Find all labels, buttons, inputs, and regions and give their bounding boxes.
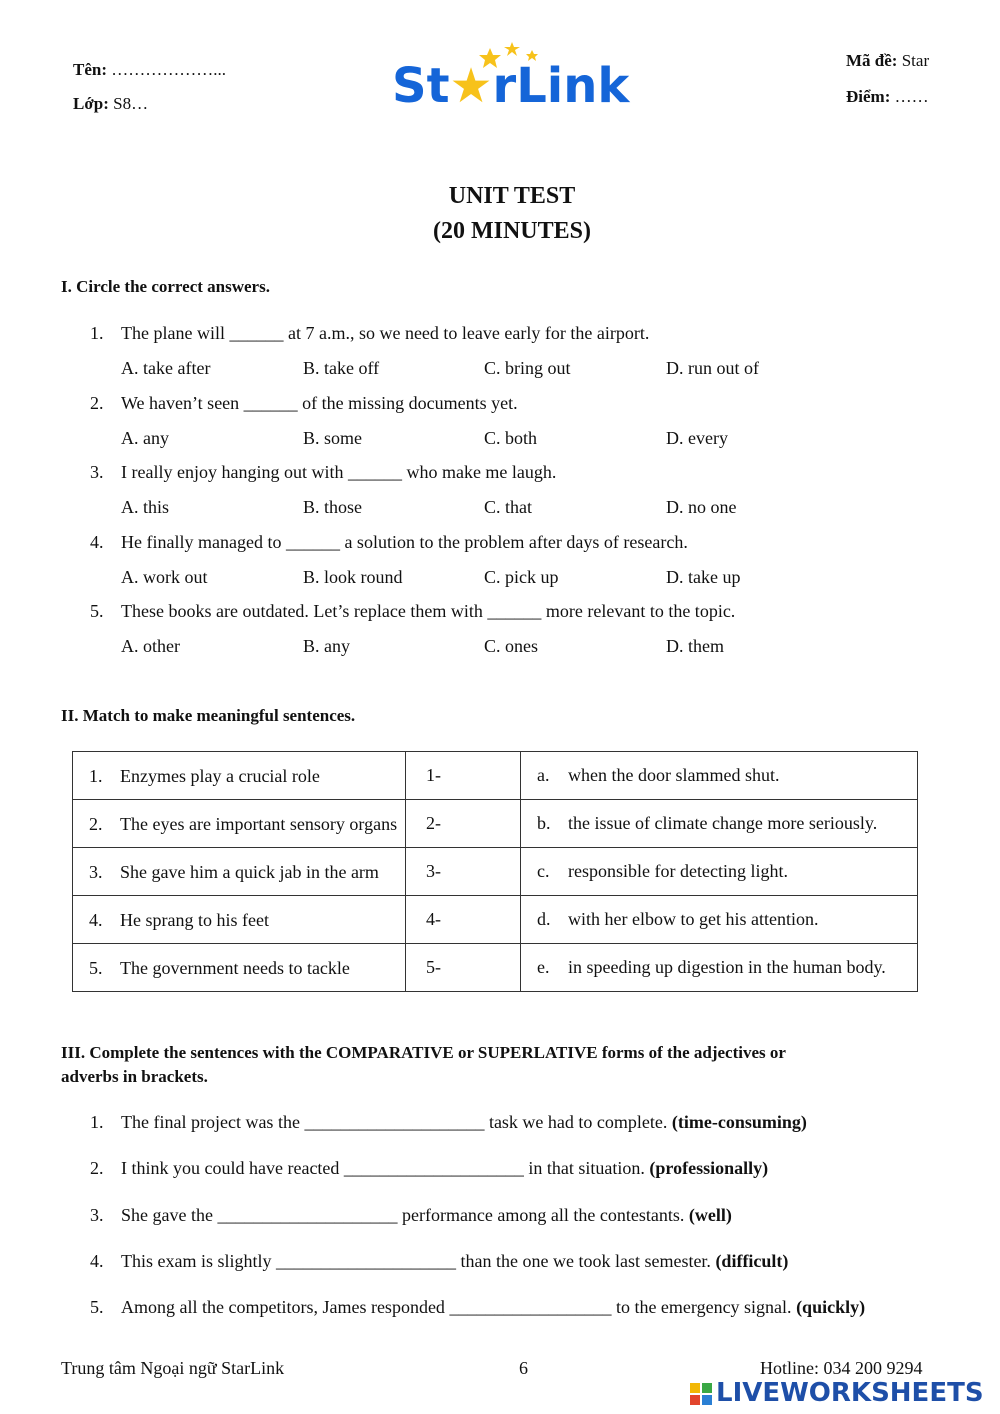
left-text: She gave him a quick jab in the arm xyxy=(120,861,379,882)
right-cell xyxy=(521,800,918,848)
answer-blank[interactable]: 2- xyxy=(406,800,521,848)
score-label: Điểm: xyxy=(846,87,891,106)
name-value: ………………... xyxy=(111,60,226,79)
item-hint: (difficult) xyxy=(715,1251,789,1271)
fill-item-3 xyxy=(90,1205,732,1226)
question-text: He finally managed to ______ a solution to the problem after days of research. xyxy=(121,532,688,552)
row-letter: a. xyxy=(537,765,550,785)
class-value: S8… xyxy=(113,94,149,113)
watermark-text: LIVEWORKSHEETS xyxy=(716,1378,984,1408)
option-b[interactable]: B. look round xyxy=(303,567,403,587)
right-cell xyxy=(521,944,918,992)
table-row xyxy=(73,896,918,944)
right-cell xyxy=(521,896,918,944)
item-blank[interactable]: ____________________ xyxy=(276,1251,456,1271)
class-label: Lớp: xyxy=(73,94,109,113)
question-number: 2. xyxy=(90,393,104,413)
question-4 xyxy=(90,532,688,553)
page-title: UNIT TEST xyxy=(448,183,576,209)
right-text: in speeding up digestion in the human body. xyxy=(568,957,886,977)
right-text: the issue of climate change more seriously. xyxy=(568,813,878,833)
table-row xyxy=(73,944,918,992)
question-3 xyxy=(90,462,556,483)
item-number: 5. xyxy=(90,1297,104,1317)
item-number: 4. xyxy=(90,1251,104,1271)
option-a[interactable]: A. any xyxy=(121,428,169,448)
left-cell xyxy=(73,848,406,896)
question-number: 3. xyxy=(90,462,104,482)
row-number: 1. xyxy=(89,765,103,786)
question-text: I really enjoy hanging out with ______ who make me laugh. xyxy=(121,462,557,482)
option-d[interactable]: D. no one xyxy=(666,497,737,517)
item-blank[interactable]: ____________________ xyxy=(217,1205,398,1225)
fill-item-1 xyxy=(90,1112,807,1133)
item-blank[interactable]: __________________ xyxy=(449,1297,612,1317)
starlink-logo xyxy=(392,40,642,120)
liveworksheets-watermark xyxy=(690,1378,984,1408)
footer-center-name: Trung tâm Ngoại ngữ StarLink xyxy=(61,1358,285,1378)
question-text: The plane will ______ at 7 a.m., so we need to leave early for the airport. xyxy=(121,323,650,343)
option-a[interactable]: A. work out xyxy=(121,567,208,587)
table-row xyxy=(73,848,918,896)
right-cell xyxy=(521,848,918,896)
item-after: than the one we took last semester. xyxy=(460,1251,711,1271)
row-number: 4. xyxy=(89,909,103,930)
fill-item-5 xyxy=(90,1297,865,1318)
item-hint: (professionally) xyxy=(649,1158,769,1178)
class-field xyxy=(73,94,148,114)
right-text: with her elbow to get his attention. xyxy=(568,909,819,929)
item-blank[interactable]: ____________________ xyxy=(343,1158,524,1178)
matching-table xyxy=(72,751,918,992)
item-before: She gave the xyxy=(121,1205,213,1225)
footer-hotline: Hotline: 034 200 9294 xyxy=(760,1358,923,1378)
left-cell xyxy=(73,944,406,992)
item-before: The final project was the xyxy=(121,1112,300,1132)
question-number: 5. xyxy=(90,601,104,621)
item-hint: (quickly) xyxy=(796,1297,866,1317)
logo-star-icon: ★ xyxy=(449,58,493,114)
row-letter: b. xyxy=(537,813,551,833)
item-number: 3. xyxy=(90,1205,104,1225)
question-text: These books are outdated. Let’s replace them with ______ more relevant to the topic. xyxy=(121,601,736,621)
option-b[interactable]: B. take off xyxy=(303,358,380,378)
item-after: performance among all the contestants. xyxy=(401,1205,685,1225)
question-number: 4. xyxy=(90,532,104,552)
option-d[interactable]: D. take up xyxy=(666,567,741,587)
page-number: 6 xyxy=(519,1358,528,1378)
page-subtitle: (20 MINUTES) xyxy=(432,218,591,244)
row-number: 2. xyxy=(89,813,103,834)
left-text: The eyes are important sensory organs xyxy=(120,813,398,834)
option-a[interactable]: A. take after xyxy=(121,358,211,378)
option-d[interactable]: D. them xyxy=(666,636,724,656)
answer-blank[interactable]: 5- xyxy=(406,944,521,992)
right-cell xyxy=(521,752,918,800)
item-before: This exam is slightly xyxy=(121,1251,272,1271)
left-text: He sprang to his feet xyxy=(120,909,269,930)
right-text: when the door slammed shut. xyxy=(568,765,780,785)
option-b[interactable]: B. some xyxy=(303,428,363,448)
item-after: to the emergency signal. xyxy=(615,1297,792,1317)
answer-blank[interactable]: 4- xyxy=(406,896,521,944)
section3-heading-line1: III. Complete the sentences with the COMPARATIVE or SUPERLATIVE forms of the adjectives or xyxy=(61,1043,786,1062)
item-number: 2. xyxy=(90,1158,104,1178)
option-a[interactable]: A. other xyxy=(121,636,180,656)
name-field xyxy=(73,60,226,80)
answer-blank[interactable]: 1- xyxy=(406,752,521,800)
code-field xyxy=(846,51,929,71)
score-value: …… xyxy=(894,87,929,106)
row-number: 5. xyxy=(89,957,103,978)
left-cell xyxy=(73,896,406,944)
name-label: Tên: xyxy=(73,60,107,79)
row-letter: d. xyxy=(537,909,551,929)
left-text: The government needs to tackle xyxy=(120,957,350,978)
question-number: 1. xyxy=(90,323,104,343)
row-number: 3. xyxy=(89,861,103,882)
row-letter: e. xyxy=(537,957,550,977)
logo-text-st: St xyxy=(392,58,450,114)
section2-heading: II. Match to make meaningful sentences. xyxy=(61,706,356,725)
item-hint: (time-consuming) xyxy=(671,1112,807,1132)
liveworksheets-logo-icon xyxy=(690,1383,712,1405)
fill-item-4 xyxy=(90,1251,788,1272)
question-text: We haven’t seen ______ of the missing documents yet. xyxy=(121,393,518,413)
answer-blank[interactable]: 3- xyxy=(406,848,521,896)
left-cell xyxy=(73,800,406,848)
table-row xyxy=(73,800,918,848)
left-text: Enzymes play a crucial role xyxy=(120,765,320,786)
item-after: task we had to complete. xyxy=(488,1112,668,1132)
option-c[interactable]: C. that xyxy=(484,497,532,517)
option-c[interactable]: C. ones xyxy=(484,636,538,656)
question-1 xyxy=(90,323,649,344)
item-hint: (well) xyxy=(688,1205,732,1225)
option-c[interactable]: C. both xyxy=(484,428,538,448)
score-field xyxy=(846,87,929,107)
option-d[interactable]: D. every xyxy=(666,428,728,448)
table-row xyxy=(73,752,918,800)
row-letter: c. xyxy=(537,861,550,881)
logo-text-rlink: rLink xyxy=(492,58,630,114)
question-5 xyxy=(90,601,735,622)
item-number: 1. xyxy=(90,1112,104,1132)
left-cell xyxy=(73,752,406,800)
item-before: Among all the competitors, James responded xyxy=(121,1297,445,1317)
section3-heading-line2: adverbs in brackets. xyxy=(61,1067,208,1086)
section1-heading: I. Circle the correct answers. xyxy=(61,277,270,296)
right-text: responsible for detecting light. xyxy=(568,861,788,881)
option-c[interactable]: C. pick up xyxy=(484,567,559,587)
question-2 xyxy=(90,393,518,414)
option-a[interactable]: A. this xyxy=(121,497,170,517)
item-before: I think you could have reacted xyxy=(121,1158,340,1178)
option-c[interactable]: C. bring out xyxy=(484,358,571,378)
option-b[interactable]: B. those xyxy=(303,497,363,517)
item-blank[interactable]: ____________________ xyxy=(304,1112,485,1132)
option-b[interactable]: B. any xyxy=(303,636,350,656)
code-value: Star xyxy=(901,51,930,70)
fill-item-2 xyxy=(90,1158,768,1179)
option-d[interactable]: D. run out of xyxy=(666,358,759,378)
item-after: in that situation. xyxy=(528,1158,645,1178)
code-label: Mã đề: xyxy=(846,51,898,70)
